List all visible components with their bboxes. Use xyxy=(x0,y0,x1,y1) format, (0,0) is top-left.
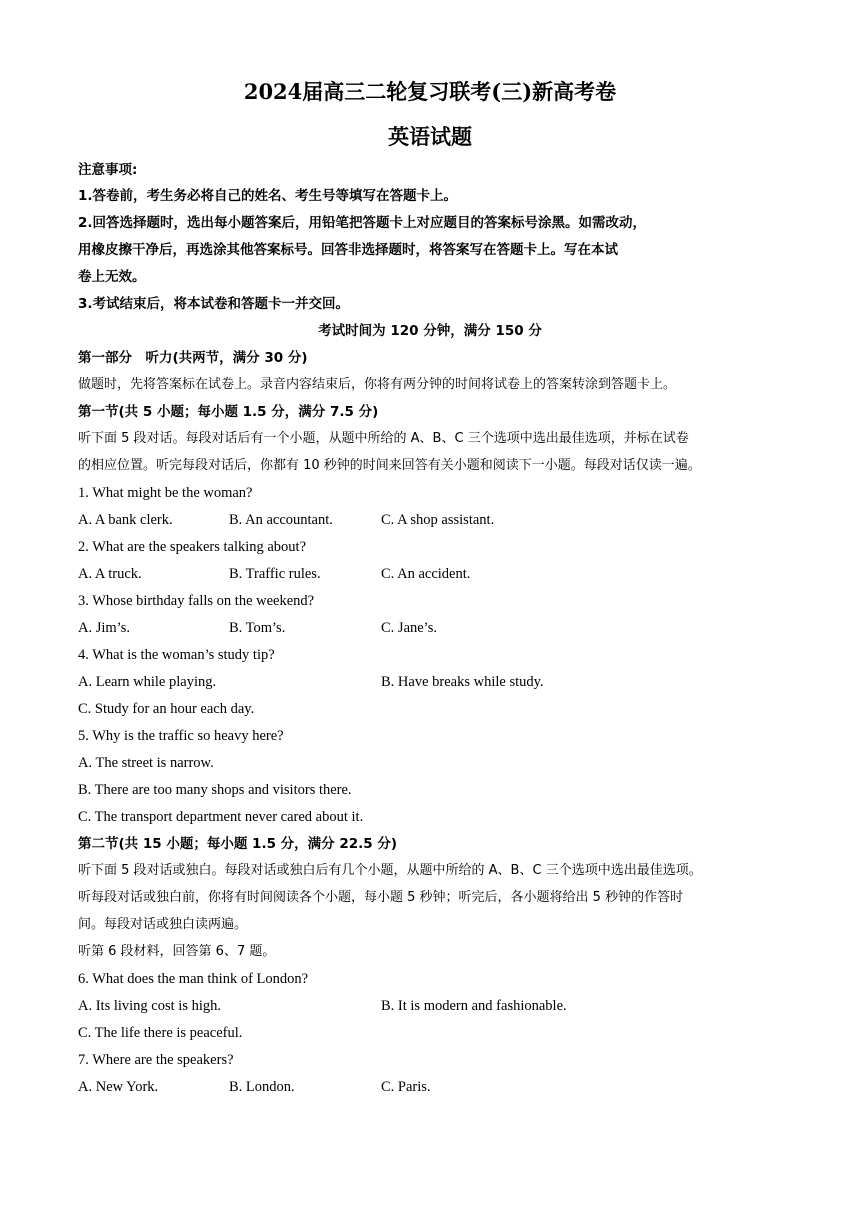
q4-option-c: C. Study for an hour each day. xyxy=(78,701,255,717)
section2-intro-line-3: 间。每段对话或独白读两遍。 xyxy=(78,917,248,932)
section2-intro-line-1: 听下面 5 段对话或独白。每段对话或独白后有几个小题，从题中所给的 A、B、C 三个选项中选出最佳选项。 xyxy=(78,863,702,878)
question-7: 7. Where are the speakers? xyxy=(78,1052,234,1068)
q6-option-b: B. It is modern and fashionable. xyxy=(381,998,567,1014)
question-6: 6. What does the man think of London? xyxy=(78,971,309,987)
q2-option-c: C. An accident. xyxy=(381,566,471,582)
q6-option-a: A. Its living cost is high. xyxy=(78,998,221,1014)
q5-option-a: A. The street is narrow. xyxy=(78,755,214,771)
exam-title: 2024届高三二轮复习联考(三)新高考卷 xyxy=(243,79,617,104)
notice-heading: 注意事项: xyxy=(78,162,138,178)
question-5: 5. Why is the traffic so heavy here? xyxy=(78,728,284,744)
q1-option-a: A. A bank clerk. xyxy=(78,512,173,528)
q7-option-c: C. Paris. xyxy=(381,1079,431,1095)
q2-option-b: B. Traffic rules. xyxy=(229,566,321,582)
question-4: 4. What is the woman’s study tip? xyxy=(78,647,275,663)
section1-intro-line-2: 的相应位置。听完每段对话后，你都有 10 秒钟的时间来回答有关小题和阅读下一小题。每段对话仅读一遍。 xyxy=(78,458,701,473)
notice-item-2-line-2: 用橡皮擦干净后，再选涂其他答案标号。回答非选择题时，将答案写在答题卡上。写在本试 xyxy=(78,242,618,258)
question-2: 2. What are the speakers talking about? xyxy=(78,539,307,555)
notice-item-2-line-3: 卷上无效。 xyxy=(78,269,146,285)
q7-option-b: B. London. xyxy=(229,1079,295,1095)
notice-item-2-line-1: 2.回答选择题时，选出每小题答案后，用铅笔把答题卡上对应题目的答案标号涂黑。如需改动， xyxy=(78,215,647,231)
part1-intro: 做题时，先将答案标在试卷上。录音内容结束后，你将有两分钟的时间将试卷上的答案转涂到答题卡上。 xyxy=(78,377,677,392)
section1-intro-line-1: 听下面 5 段对话。每段对话后有一个小题，从题中所给的 A、B、C 三个选项中选出最佳选项，并标在试卷 xyxy=(78,431,689,446)
q2-option-a: A. A truck. xyxy=(78,566,142,582)
q4-option-a: A. Learn while playing. xyxy=(78,674,217,690)
q1-option-c: C. A shop assistant. xyxy=(381,512,495,528)
question-1: 1. What might be the woman? xyxy=(78,485,253,501)
q5-option-c: C. The transport department never cared about it. xyxy=(78,809,364,825)
section1-heading: 第一节(共 5 小题；每小题 1.5 分，满分 7.5 分) xyxy=(78,404,379,420)
q1-option-b: B. An accountant. xyxy=(229,512,333,528)
notice-item-1: 1.答卷前，考生务必将自己的姓名、考生号等填写在答题卡上。 xyxy=(78,188,458,204)
q3-option-a: A. Jim’s. xyxy=(78,620,130,636)
material-6-instruction: 听第 6 段材料，回答第 6、7 题。 xyxy=(78,944,276,959)
q6-option-c: C. The life there is peaceful. xyxy=(78,1025,243,1041)
q3-option-c: C. Jane’s. xyxy=(381,620,437,636)
question-3: 3. Whose birthday falls on the weekend? xyxy=(78,593,315,609)
section2-intro-line-2: 听每段对话或独白前，你将有时间阅读各个小题，每小题 5 秒钟；听完后，各小题将给出 5 秒钟的作答时 xyxy=(78,890,684,905)
exam-subtitle: 英语试题 xyxy=(388,124,472,149)
notice-item-3: 3.考试结束后，将本试卷和答题卡一并交回。 xyxy=(78,296,350,312)
section2-heading: 第二节(共 15 小题；每小题 1.5 分，满分 22.5 分) xyxy=(78,836,398,852)
q3-option-b: B. Tom’s. xyxy=(229,620,286,636)
exam-time: 考试时间为 120 分钟，满分 150 分 xyxy=(318,323,542,339)
q7-option-a: A. New York. xyxy=(78,1079,159,1095)
q4-option-b: B. Have breaks while study. xyxy=(381,674,544,690)
q5-option-b: B. There are too many shops and visitors there. xyxy=(78,782,352,798)
part1-heading: 第一部分 听力(共两节，满分 30 分) xyxy=(78,350,308,366)
